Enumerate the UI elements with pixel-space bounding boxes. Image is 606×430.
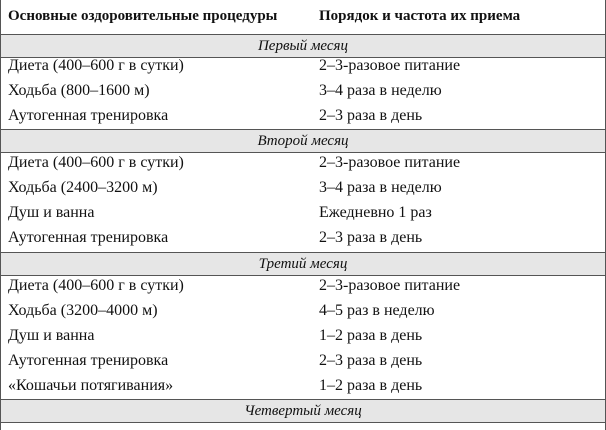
table-row [1, 200, 605, 225]
frequency-cell: 1–2 раза в день [319, 327, 423, 344]
header-procedures: Основные оздоровительные процедуры [8, 8, 278, 24]
procedure-cell: Аутогенная тренировка [8, 107, 169, 124]
table-row [1, 175, 605, 200]
header-frequency: Порядок и частота их приема [319, 8, 521, 24]
table-row [1, 78, 605, 103]
procedure-cell: Душ и ванна [8, 204, 95, 221]
frequency-cell: 2–3 раза в день [319, 352, 423, 369]
table-row [1, 103, 605, 128]
procedure-cell: Диета (400–600 г в сутки) [8, 277, 184, 294]
table-row [1, 323, 605, 348]
table-row [1, 348, 605, 373]
frequency-cell: 2–3-разовое питание [319, 57, 461, 74]
procedure-cell: Аутогенная тренировка [8, 352, 169, 369]
frequency-cell: 2–3-разовое питание [319, 154, 461, 171]
frequency-cell: 3–4 раза в неделю [319, 82, 442, 99]
frequency-cell: Ежедневно 1 раз [319, 204, 432, 221]
procedure-cell: Ходьба (800–1600 м) [8, 82, 150, 99]
table-row [1, 225, 605, 250]
frequency-cell: 2–3-разовое питание [319, 277, 461, 294]
procedure-cell: Ходьба (2400–3200 м) [8, 179, 158, 196]
procedure-cell: «Кошачьи потягивания» [8, 377, 174, 394]
procedure-cell: Душ и ванна [8, 327, 95, 344]
frequency-cell: 1–2 раза в день [319, 377, 423, 394]
section-title: Первый месяц [1, 35, 605, 58]
frequency-cell: 2–3 раза в день [319, 229, 423, 246]
section-title: Четвертый месяц [1, 399, 605, 423]
table-header [1, 0, 605, 35]
table-row [1, 298, 605, 323]
procedure-cell: Диета (400–600 г в сутки) [8, 57, 184, 74]
procedure-cell: Ходьба (3200–4000 м) [8, 302, 158, 319]
procedure-cell: Аутогенная тренировка [8, 229, 169, 246]
procedure-cell: Диета (400–600 г в сутки) [8, 154, 184, 171]
frequency-cell: 4–5 раз в неделю [319, 302, 435, 319]
table-row [1, 150, 605, 175]
frequency-cell: 2–3 раза в день [319, 107, 423, 124]
section-title: Второй месяц [1, 129, 605, 153]
table-row [1, 53, 605, 78]
section-title: Третий месяц [1, 252, 605, 276]
table-row [1, 373, 605, 398]
frequency-cell: 3–4 раза в неделю [319, 179, 442, 196]
table-row [1, 273, 605, 298]
